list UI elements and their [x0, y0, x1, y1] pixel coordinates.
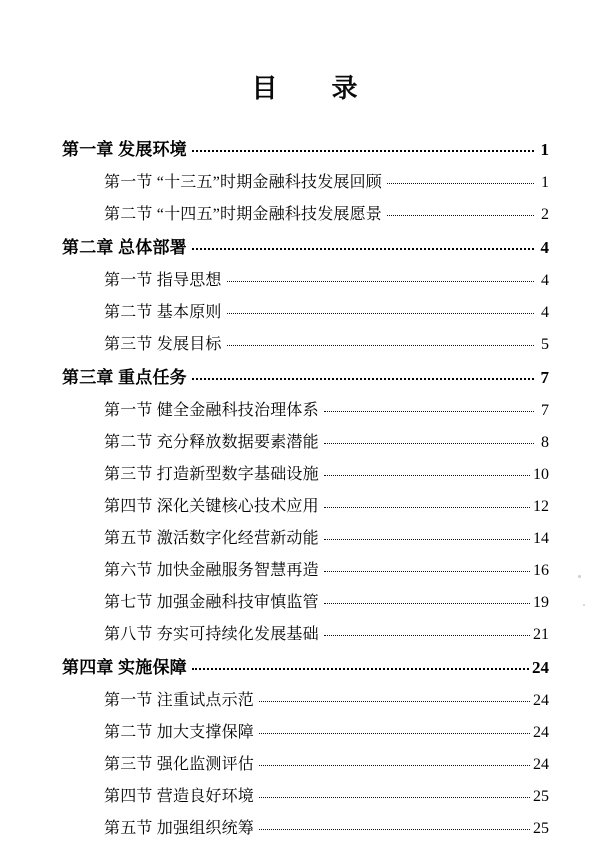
toc-leader-dots — [227, 280, 534, 282]
toc-entry-page-number: 21 — [533, 626, 549, 643]
toc-entry-page-number: 24 — [533, 756, 549, 773]
toc-entry-label: 第八节 夯实可持续化发展基础 — [104, 626, 319, 643]
toc-entry-page-number: 25 — [533, 820, 549, 837]
toc-leader-dots — [259, 732, 530, 734]
toc-entry-page-number: 7 — [541, 402, 549, 419]
toc-entry-label: 第四章 实施保障 — [62, 658, 187, 677]
toc-leader-dots — [324, 474, 530, 476]
toc-entry[interactable] — [60, 525, 549, 548]
toc-entry-label: 第一节 健全金融科技治理体系 — [104, 402, 319, 419]
toc-entry-label: 第三节 发展目标 — [104, 336, 222, 353]
toc-entry[interactable] — [60, 687, 549, 710]
toc-entry-page-number: 4 — [541, 304, 549, 321]
toc-entry-page-number: 19 — [533, 594, 549, 611]
toc-entry[interactable] — [60, 233, 549, 258]
toc-entry-label: 第六节 加快金融服务智慧再造 — [104, 562, 319, 579]
toc-entry-label: 第四节 营造良好环境 — [104, 788, 255, 805]
toc-entry-label: 第一节 注重试点示范 — [104, 692, 255, 709]
table-of-contents — [60, 135, 549, 838]
toc-leader-dots — [259, 828, 530, 830]
scan-speck — [583, 604, 585, 606]
toc-leader-dots — [324, 442, 534, 444]
toc-entry[interactable] — [60, 557, 549, 580]
toc-entry-label: 第二章 总体部署 — [62, 238, 187, 257]
toc-entry[interactable] — [60, 201, 549, 224]
toc-entry-page-number: 25 — [533, 788, 549, 805]
toc-entry-label: 第二节 “十四五”时期金融科技发展愿景 — [104, 206, 383, 223]
toc-entry-label: 第一章 发展环境 — [62, 140, 187, 159]
toc-entry-label: 第一节 “十三五”时期金融科技发展回顾 — [104, 174, 383, 191]
toc-leader-dots — [227, 344, 534, 346]
toc-entry[interactable] — [60, 135, 549, 160]
toc-entry[interactable] — [60, 493, 549, 516]
toc-entry-page-number: 4 — [540, 238, 549, 257]
toc-entry-page-number: 2 — [541, 206, 549, 223]
toc-leader-dots — [192, 667, 529, 670]
toc-entry[interactable] — [60, 397, 549, 420]
toc-entry-label: 第五节 激活数字化经营新动能 — [104, 530, 319, 547]
toc-entry[interactable] — [60, 267, 549, 290]
toc-entry[interactable] — [60, 783, 549, 806]
toc-entry[interactable] — [60, 621, 549, 644]
toc-entry-page-number: 14 — [533, 530, 549, 547]
toc-leader-dots — [259, 764, 530, 766]
toc-leader-dots — [387, 182, 534, 184]
toc-entry-label: 第二节 充分释放数据要素潜能 — [104, 434, 319, 451]
toc-entry-page-number: 12 — [533, 498, 549, 515]
toc-entry[interactable] — [60, 719, 549, 742]
toc-entry-label: 第一节 指导思想 — [104, 272, 222, 289]
toc-leader-dots — [227, 312, 534, 314]
toc-entry-label: 第三节 强化监测评估 — [104, 756, 255, 773]
toc-entry-page-number: 24 — [532, 658, 549, 677]
toc-entry-page-number: 24 — [533, 692, 549, 709]
toc-leader-dots — [324, 570, 530, 572]
toc-entry[interactable] — [60, 461, 549, 484]
toc-entry-page-number: 24 — [533, 724, 549, 741]
toc-entry-label: 第四节 深化关键核心技术应用 — [104, 498, 319, 515]
toc-leader-dots — [324, 538, 530, 540]
toc-entry[interactable] — [60, 751, 549, 774]
toc-entry[interactable] — [60, 589, 549, 612]
toc-entry-label: 第七节 加强金融科技审慎监管 — [104, 594, 319, 611]
toc-entry[interactable] — [60, 169, 549, 192]
toc-leader-dots — [192, 149, 534, 152]
toc-entry[interactable] — [60, 363, 549, 388]
toc-leader-dots — [324, 506, 530, 508]
toc-leader-dots — [387, 214, 534, 216]
toc-leader-dots — [192, 247, 534, 250]
toc-entry-label: 第五节 加强组织统筹 — [104, 820, 255, 837]
toc-entry-label: 第二节 加大支撑保障 — [104, 724, 255, 741]
toc-leader-dots — [324, 410, 534, 412]
toc-entry-page-number: 8 — [541, 434, 549, 451]
toc-entry-page-number: 1 — [541, 174, 549, 191]
toc-entry[interactable] — [60, 429, 549, 452]
toc-leader-dots — [259, 700, 530, 702]
toc-entry[interactable] — [60, 815, 549, 838]
scan-speck — [578, 575, 581, 578]
toc-entry-page-number: 10 — [533, 466, 549, 483]
toc-entry-page-number: 16 — [533, 562, 549, 579]
toc-entry-page-number: 4 — [541, 272, 549, 289]
toc-entry-label: 第二节 基本原则 — [104, 304, 222, 321]
toc-entry-label: 第三章 重点任务 — [62, 368, 187, 387]
toc-leader-dots — [324, 634, 530, 636]
toc-leader-dots — [259, 796, 530, 798]
toc-entry-page-number: 7 — [540, 368, 549, 387]
toc-entry-page-number: 1 — [540, 140, 549, 159]
toc-entry-label: 第三节 打造新型数字基础设施 — [104, 466, 319, 483]
page-title: 目 录 — [251, 74, 372, 103]
toc-leader-dots — [192, 377, 534, 380]
toc-entry[interactable] — [60, 331, 549, 354]
toc-entry-page-number: 5 — [541, 336, 549, 353]
toc-entry[interactable] — [60, 299, 549, 322]
toc-leader-dots — [324, 602, 530, 604]
toc-entry[interactable] — [60, 653, 549, 678]
